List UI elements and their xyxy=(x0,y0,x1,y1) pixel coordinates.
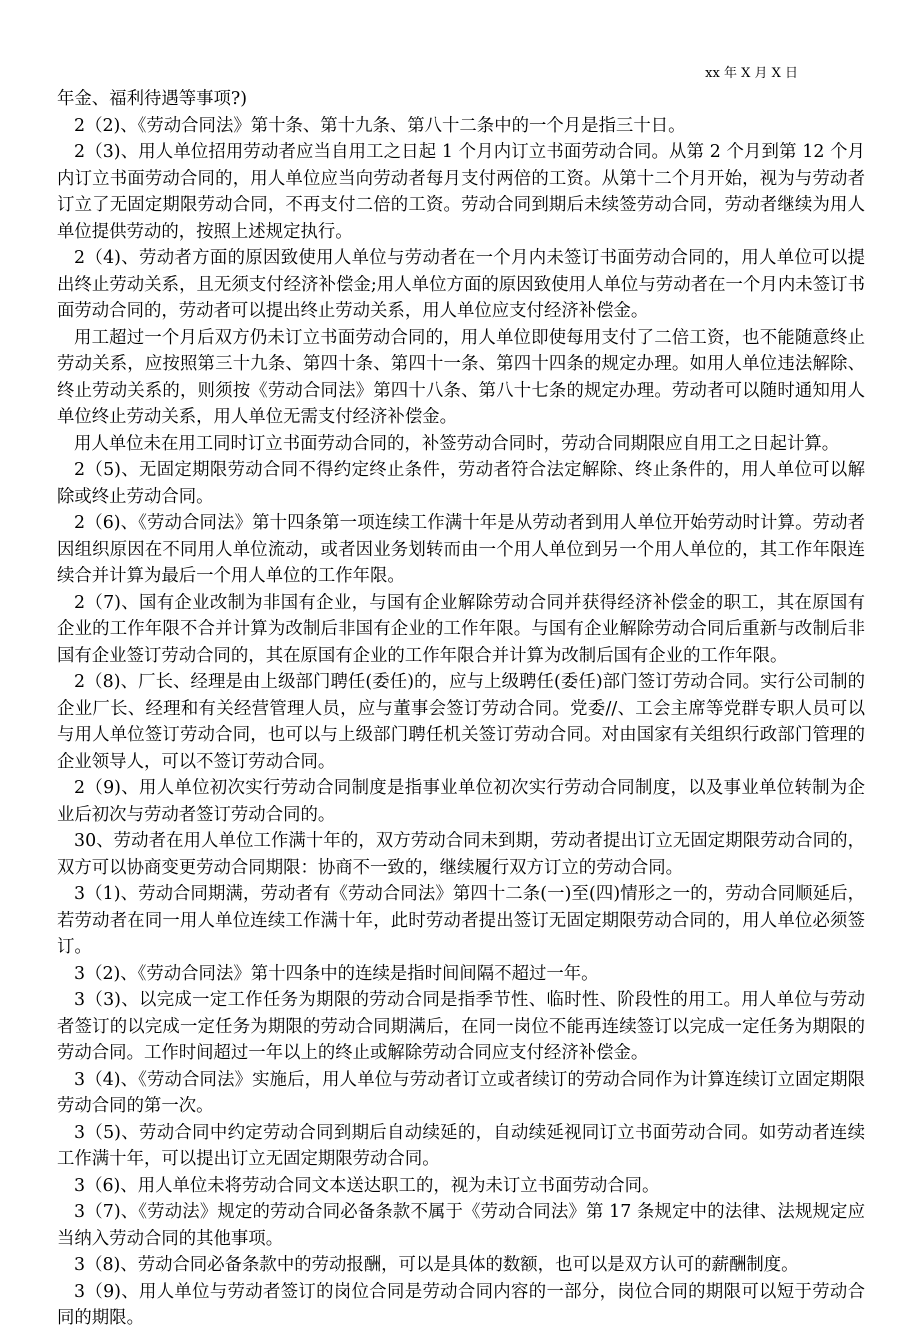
paragraph-3-7: 3（7)、《劳动法》规定的劳动合同必备条款不属于《劳动合同法》第 17 条规定中的法律、法规规定应当纳入劳动合同的其他事项。 xyxy=(57,1202,865,1249)
paragraph-2-4: 2（4)、劳动者方面的原因致使用人单位与劳动者在一个月内未签订书面劳动合同的，用人单位可以提出终止劳动关系，且无须支付经济补偿金;用人单位方面的原因致使用人单位与劳动者在一个月内未签订书面劳动合同的，劳动者可以提出终止劳动关系，用人单位应支付经济补偿金。 xyxy=(57,248,865,321)
paragraph-2-8: 2（8)、厂长、经理是由上级部门聘任(委任)的，应与上级聘任(委任)部门签订劳动合同。实行公司制的企业厂长、经理和有关经营管理人员，应与董事会签订劳动合同。党委//、工会主席等党群专职人员可以与用人单位签订劳动合同，也可以与上级部门聘任机关签订劳动合同。对由国家有关组织行政部门管理的企业领导人，可以不签订劳动合同。 xyxy=(57,672,865,772)
paragraph-backdated-contract: 用人单位未在用工同时订立书面劳动合同的，补签劳动合同时，劳动合同期限应自用工之日起计算。 xyxy=(74,433,840,454)
paragraph-2-6: 2（6)、《劳动合同法》第十四条第一项连续工作满十年是从劳动者到用人单位开始劳动时计算。劳动者因组织原因在不同用人单位流动，或者因业务划转而由一个用人单位到另一个用人单位的，其工作年限连续合并计算为最后一个用人单位的工作年限。 xyxy=(57,513,865,586)
paragraph-2-5: 2（5)、无固定期限劳动合同不得约定终止条件，劳动者符合法定解除、终止条件的，用人单位可以解除或终止劳动合同。 xyxy=(57,460,865,507)
document-body xyxy=(57,86,865,1332)
paragraph-3-8: 3（8)、劳动合同必备条款中的劳动报酬，可以是具体的数额，也可以是双方认可的薪酬制度。 xyxy=(74,1255,799,1275)
paragraph-3-4: 3（4)、《劳动合同法》实施后，用人单位与劳动者订立或者续订的劳动合同作为计算连续订立固定期限劳动合同的第一次。 xyxy=(57,1069,865,1116)
paragraph-30: 30、劳动者在用人单位工作满十年的，双方劳动合同未到期，劳动者提出订立无固定期限劳动合同的，双方可以协商变更劳动合同期限：协商不一致的，继续履行双方订立的劳动合同。 xyxy=(57,831,865,878)
paragraph-2-2: 2（2)、《劳动合同法》第十条、第十九条、第八十二条中的一个月是指三十日。 xyxy=(74,115,686,136)
paragraph-3-3: 3（3)、以完成一定工作任务为期限的劳动合同是指季节性、临时性、阶段性的用工。用人单位与劳动者签订的以完成一定任务为期限的劳动合同期满后，在同一岗位不能再连续签订以完成一定任务为期限的劳动合同。工作时间超过一年以上的终止或解除劳动合同应支付经济补偿金。 xyxy=(57,990,865,1063)
paragraph-3-1: 3（1)、劳动合同期满，劳动者有《劳动合同法》第四十二条(一)至(四)情形之一的，劳动合同顺延后，若劳动者在同一用人单位连续工作满十年，此时劳动者提出签订无固定期限劳动合同的，用人单位必须签订。 xyxy=(57,884,865,957)
paragraph-3-2: 3（2)、《劳动合同法》第十四条中的连续是指时间间隔不超过一年。 xyxy=(74,963,599,984)
header-date: xx 年 X 月 X 日 xyxy=(705,66,798,81)
paragraph-overdue-contract: 用工超过一个月后双方仍未订立书面劳动合同的，用人单位即使每用支付了二倍工资，也不能随意终止劳动关系，应按照第三十九条、第四十条、第四十一条、第四十四条的规定办理。如用人单位违法解除、终止劳动关系的，则须按《劳动合同法》第四十八条、第八十七条的规定办理。劳动者可以随时通知用人单位终止劳动关系，用人单位无需支付经济补偿金。 xyxy=(57,327,865,427)
paragraph-2-7: 2（7)、国有企业改制为非国有企业，与国有企业解除劳动合同并获得经济补偿金的职工，其在原国有企业的工作年限不合并计算为改制后非国有企业的工作年限。与国有企业解除劳动合同后重新与改制后非国有企业签订劳动合同的，其在原国有企业的工作年限合并计算为改制后国有企业的工作年限。 xyxy=(57,592,865,666)
paragraph-2-3: 2（3)、用人单位招用劳动者应当自用工之日起 1 个月内订立书面劳动合同。从第 2 个月到第 12 个月内订立书面劳动合同的，用人单位应当向劳动者每月支付两倍的工资。从第十二个月开始，视为与劳动者订立了无固定期限劳动合同，不再支付二倍的工资。劳动合同到期后未续签劳动合同，劳动者继续为用人单位提供劳动的，按照上述规定执行。 xyxy=(57,142,865,242)
paragraph-3-9: 3（9)、用人单位与劳动者签订的岗位合同是劳动合同内容的一部分，岗位合同的期限可以短于劳动合同的期限。 xyxy=(57,1281,865,1328)
paragraph-3-5: 3（5)、劳动合同中约定劳动合同到期后自动续延的，自动续延视同订立书面劳动合同。如劳动者连续工作满十年，可以提出订立无固定期限劳动合同。 xyxy=(57,1122,865,1169)
paragraph-2-9: 2（9)、用人单位初次实行劳动合同制度是指事业单位初次实行劳动合同制度，以及事业单位转制为企业后初次与劳动者签订劳动合同的。 xyxy=(57,778,865,825)
paragraph-continuation: 年金、福利待遇等事项?) xyxy=(57,89,248,109)
paragraph-3-6: 3（6)、用人单位未将劳动合同文本送达职工的，视为未订立书面劳动合同。 xyxy=(74,1175,660,1196)
